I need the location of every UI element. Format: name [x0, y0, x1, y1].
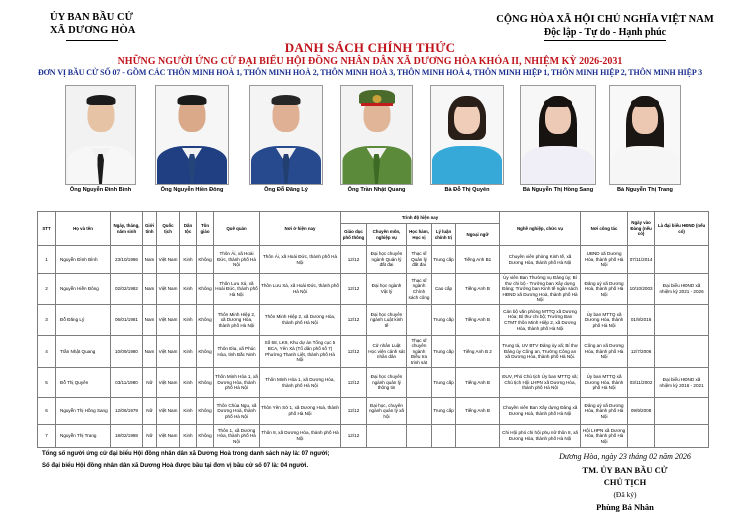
- cell-delegate: Đại biểu HĐND xã nhiệm kỳ 2021 - 2026: [655, 274, 709, 305]
- signature-status: (Đã ký): [613, 490, 637, 499]
- cell-general-edu: 12/12: [341, 274, 367, 305]
- cell-specialty: Đại học ngành Vật lý: [367, 274, 407, 305]
- authority-line2: XÃ DƯƠNG HÒA: [50, 25, 136, 36]
- cell-political: [432, 425, 456, 448]
- cell-specialty: Đại học chuyên ngành Luật kinh tế: [367, 305, 407, 336]
- cell-specialty: Cử nhân Luật Học viện cảnh sát nhân dân: [367, 336, 407, 368]
- header-education-group: Trình độ hiện nay: [341, 212, 500, 224]
- cell-stt: 4: [38, 336, 56, 368]
- cell-name: Trần Nhật Quang: [56, 336, 111, 368]
- candidate-row: [38, 398, 709, 425]
- cell-general-edu: 12/12: [341, 398, 367, 425]
- candidate-row: [38, 425, 709, 448]
- cell-occupation: ĐUV, Phó Chủ tịch Ủy ban MTTQ xã; Chủ tịch Hội LHPN xã Dương Hòa, thành phố Hà Nội: [500, 368, 581, 398]
- candidate-photo-caption: Bà Nguyễn Thị Hồng Sang: [522, 187, 594, 193]
- cell-occupation: Chuyên viên Ban Xây dựng Đảng xã Dương Hoà, thành phố Hà Nội: [500, 398, 581, 425]
- candidate-photo-card: [520, 85, 596, 193]
- header-language: Ngoại ngữ: [456, 224, 500, 246]
- document-title: DANH SÁCH CHÍNH THỨC: [284, 40, 456, 55]
- portrait-image: [65, 85, 136, 185]
- header-occupation: Nghề nghiệp, chức vụ: [500, 212, 581, 246]
- cell-ethnicity: Kinh: [180, 305, 197, 336]
- cell-stt: 1: [38, 246, 56, 274]
- cell-dob: 06/01/1981: [111, 305, 143, 336]
- header-hometown: Quê quán: [214, 212, 260, 246]
- portrait-image: [249, 85, 323, 185]
- cell-political: Cao cấp: [432, 274, 456, 305]
- header-name: Họ và tên: [56, 212, 111, 246]
- header-ethnicity: Dân tộc: [180, 212, 197, 246]
- cell-occupation: Ủy viên Ban Thường vụ Đảng ủy; Bí thư chi bộ - Trưởng ban Xây dựng Đảng; Trưởng ban Kinh tế ngân sách HĐND xã Dương Hoà, thành phố Hà Nội: [500, 274, 581, 305]
- cell-delegate: [655, 246, 709, 274]
- cell-language: Tiếng Anh B: [456, 305, 500, 336]
- cell-dob: 10/09/1980: [111, 336, 143, 368]
- candidate-photo-caption: Bà Nguyễn Thị Trang: [617, 187, 673, 193]
- cell-specialty: Đại học chuyên ngành Quản lý đất đai: [367, 246, 407, 274]
- cell-language: Tiếng Anh B1: [456, 246, 500, 274]
- cell-occupation: Trung tá, UV BTV Đảng ủy xã; Bí thư Đảng ủy Công an, Trưởng Công an xã Dương Hòa, thành phố Hà Nội.: [500, 336, 581, 368]
- cell-workplace: Hội LHPN xã Dương Hòa, thành phố Hà Nội: [581, 425, 628, 448]
- cell-degree: [407, 305, 432, 336]
- cell-residence: Thôn Lưu Xá, xã Hoài Đức, thành phố Hà Nội: [260, 274, 341, 305]
- header-workplace: Nơi công tác: [581, 212, 628, 246]
- candidate-row: [38, 336, 709, 368]
- cell-party-date: 12/7/2006: [628, 336, 655, 368]
- cell-workplace: UBND xã Dương Hòa, thành phố Hà Nội: [581, 246, 628, 274]
- cell-ethnicity: Kinh: [180, 274, 197, 305]
- candidate-photos: [0, 85, 740, 200]
- portrait-image: [340, 85, 413, 185]
- cell-stt: 3: [38, 305, 56, 336]
- country-name: CỘNG HÒA XÃ HỘI CHỦ NGHĨA VIỆT NAM: [496, 14, 714, 25]
- cell-gender: Nữ: [143, 425, 157, 448]
- cell-religion: Không: [197, 246, 214, 274]
- cell-degree: [407, 368, 432, 398]
- cell-religion: Không: [197, 398, 214, 425]
- cell-party-date: 07/11/2014: [628, 246, 655, 274]
- cell-occupation: Cán bộ văn phòng MTTQ xã Dương Hòa; Bí thư chi bộ; Trưởng Ban CTMT thôn Minh Hiệp 2, xã Dương Hòa, thành phố Hà Nội: [500, 305, 581, 336]
- cell-general-edu: 12/12: [341, 368, 367, 398]
- header-stt: STT: [38, 212, 56, 246]
- cell-workplace: Ủy ban MTTQ xã Dương Hòa, thành phố Hà Nội: [581, 368, 628, 398]
- cell-gender: Nữ: [143, 368, 157, 398]
- cell-gender: Nam: [143, 305, 157, 336]
- cell-nationality: Việt Nam: [157, 305, 180, 336]
- signature-role: CHỦ TỊCH: [603, 477, 647, 487]
- cell-residence: Thôn Minh Hiệp 2, xã Dương Hòa, thành phố Hà Nội: [260, 305, 341, 336]
- cell-dob: 03/11/1980: [111, 368, 143, 398]
- cell-ethnicity: Kinh: [180, 246, 197, 274]
- candidate-photo-caption: Ông Nguyễn Đình Bình: [69, 187, 132, 193]
- cell-name: Đỗ Thị Quyên: [56, 368, 111, 398]
- candidate-table: [37, 211, 709, 448]
- cell-gender: Nam: [143, 274, 157, 305]
- cell-nationality: Việt Nam: [157, 368, 180, 398]
- cell-specialty: Đại học, chuyên ngành quản lý xã hội: [367, 398, 407, 425]
- cell-language: [456, 425, 500, 448]
- cell-party-date: 01/9/2016: [628, 305, 655, 336]
- cell-party-date: 10/10/2003: [628, 274, 655, 305]
- cell-stt: 5: [38, 368, 56, 398]
- candidate-photo-card: [340, 85, 413, 193]
- cell-stt: 2: [38, 274, 56, 305]
- issuing-authority: [50, 11, 160, 37]
- cell-religion: Không: [197, 368, 214, 398]
- candidate-photo-caption: Bà Đỗ Thị Quyên: [444, 187, 490, 193]
- header-religion: Tôn giáo: [197, 212, 214, 246]
- cell-general-edu: 12/12: [341, 425, 367, 448]
- national-heading: [470, 13, 740, 41]
- candidate-photo-card: [65, 85, 136, 193]
- cell-delegate: [655, 425, 709, 448]
- cell-hometown: Thôn Ải, xã Hoài Đức, thành phố Hà Nội: [214, 246, 260, 274]
- cell-dob: 12/06/1979: [111, 398, 143, 425]
- cell-residence: Số 58, LK9, Khu dự án Tổng cục 5 BCA, Yên Xá (Tổ dân phố số 7) Phường Thanh Liệt, thành phố Hà Nội: [260, 336, 341, 368]
- candidate-photo-card: [249, 85, 323, 193]
- cell-nationality: Việt Nam: [157, 336, 180, 368]
- cell-nationality: Việt Nam: [157, 274, 180, 305]
- cell-hometown: Thôn Chùa Ngu, xã Dương Hoà, thành phố Hà Nội: [214, 398, 260, 425]
- cell-name: Nguyễn Thị Hồng Sang: [56, 398, 111, 425]
- cell-delegate: [655, 305, 709, 336]
- header-gender: Giới tính: [143, 212, 157, 246]
- cell-political: Trung cấp: [432, 246, 456, 274]
- cell-workplace: Đảng uỷ xã Dương Hòa, thành phố Hà Nội: [581, 398, 628, 425]
- document-subtitle: NHỮNG NGƯỜI ỨNG CỬ ĐẠI BIỂU HỘI ĐỒNG NHÂN DÂN XÃ DƯƠNG HÒA KHÓA II, NHIỆM KỲ 2026-2031: [117, 56, 623, 67]
- cell-religion: Không: [197, 336, 214, 368]
- candidate-photo-card: [609, 85, 681, 193]
- cell-religion: Không: [197, 305, 214, 336]
- national-motto: Độc lập - Tự do - Hạnh phúc: [544, 26, 666, 41]
- header-general-edu: Giáo dục phổ thông: [341, 224, 367, 246]
- cell-language: Tiếng Anh B: [456, 368, 500, 398]
- cell-name: Nguyễn Thị Trang: [56, 425, 111, 448]
- candidate-photo-caption: Ông Đỗ Đăng Lý: [264, 187, 308, 193]
- signature-org: TM. ỦY BAN BẦU CỬ: [582, 465, 668, 475]
- cell-degree: Thạc sĩ ngành Chính sách công: [407, 274, 432, 305]
- total-candidates-note: Tổng số người ứng cử đại biểu Hội đồng nhân dân xã Dương Hoà trong danh sách này là: 07 người;: [42, 451, 330, 457]
- cell-degree: Thạc sĩ chuyên ngành Điều tra trinh sát: [407, 336, 432, 368]
- cell-name: Nguyễn Hiền Đông: [56, 274, 111, 305]
- cell-hometown: Thôn Minh Hòa 1, xã Dương Hòa, thành phố Hà Nội: [214, 368, 260, 398]
- cell-residence: Thôn 8, xã Dương Hòa, thành phố Hà Nội: [260, 425, 341, 448]
- cell-specialty: [367, 425, 407, 448]
- cell-residence: Thôn Ải, xã Hoài Đức, thành phố Hà Nội: [260, 246, 341, 274]
- cell-dob: 02/02/1982: [111, 274, 143, 305]
- cell-workplace: Công an xã Dương Hòa, thành phố Hà Nội: [581, 336, 628, 368]
- candidate-photo-caption: Ông Nguyễn Hiền Đông: [160, 187, 224, 193]
- cell-hometown: Thôn Minh Hiệp 2, xã Dương Hòa, thành phố Hà Nội: [214, 305, 260, 336]
- cell-delegate: Đại biểu HĐND xã nhiệm kỳ 2016 - 2021: [655, 368, 709, 398]
- cell-gender: Nam: [143, 336, 157, 368]
- header-nationality: Quốc tịch: [157, 212, 180, 246]
- candidate-photo-caption: Ông Trần Nhật Quang: [347, 187, 406, 193]
- cell-political: Trung cấp: [432, 305, 456, 336]
- cell-degree: Thạc sĩ Quản lý đất đai: [407, 246, 432, 274]
- portrait-image: [155, 85, 229, 185]
- cell-degree: [407, 425, 432, 448]
- cell-workplace: Đảng uỷ xã Dương Hoà, thành phố Hà Nội: [581, 274, 628, 305]
- portrait-image: [430, 85, 504, 185]
- cell-party-date: 09/9/2008: [628, 398, 655, 425]
- cell-name: Nguyễn Đình Bình: [56, 246, 111, 274]
- cell-ethnicity: Kinh: [180, 336, 197, 368]
- cell-occupation: Chuyên viên phòng Kinh tế, xã Dương Hòa, thành phố Hà Nội: [500, 246, 581, 274]
- cell-gender: Nam: [143, 246, 157, 274]
- cell-gender: Nữ: [143, 398, 157, 425]
- cell-political: Trung cấp: [432, 336, 456, 368]
- cell-hometown: Thôn Đìa, xã Phúc Hòa, tỉnh Bắc Ninh: [214, 336, 260, 368]
- cell-degree: [407, 398, 432, 425]
- electoral-unit: ĐƠN VỊ BẦU CỬ SỐ 07 - GỒM CÁC THÔN MINH HOÀ 1, THÔN MINH HOÀ 2, THÔN MINH HOÀ 3, THÔN MINH HOÀ 4, THÔN MINH HIỆP 1, THÔN MINH HIỆP 2, THÔN MINH HIỆP 3: [37, 68, 702, 77]
- header-delegate: Là đại biểu HĐND (nếu có): [655, 212, 709, 246]
- cell-occupation: Chi Hội phó chi hội phụ nữ thôn 8, xã Dương Hòa, thành phố Hà Nội: [500, 425, 581, 448]
- cell-dob: 18/02/1988: [111, 425, 143, 448]
- portrait-image: [520, 85, 596, 185]
- header-specialty: Chuyên môn, nghiệp vụ: [367, 224, 407, 246]
- candidate-row: [38, 368, 709, 398]
- cell-religion: Không: [197, 274, 214, 305]
- candidate-photo-card: [430, 85, 504, 193]
- cell-political: Trung cấp: [432, 368, 456, 398]
- cell-nationality: Việt Nam: [157, 425, 180, 448]
- cell-stt: 6: [38, 398, 56, 425]
- cell-delegate: [655, 398, 709, 425]
- cell-hometown: Thôn Lưu Xá, xã Hoài Đức, thành phố Hà Nội: [214, 274, 260, 305]
- header-party-date: Ngày vào Đảng (nếu có): [628, 212, 655, 246]
- cell-name: Đỗ Đăng Lý: [56, 305, 111, 336]
- cell-stt: 7: [38, 425, 56, 448]
- candidate-row: [38, 305, 709, 336]
- cell-religion: Không: [197, 425, 214, 448]
- cell-dob: 23/10/1986: [111, 246, 143, 274]
- signer-name: Phùng Bá Nhân: [596, 502, 654, 512]
- cell-ethnicity: Kinh: [180, 398, 197, 425]
- cell-language: Tiếng Anh B: [456, 274, 500, 305]
- portrait-image: [609, 85, 681, 185]
- cell-nationality: Việt Nam: [157, 246, 180, 274]
- candidate-row: [38, 274, 709, 305]
- cell-workplace: Ủy ban MTTQ xã Dương Hòa, thành phố Hà Nội: [581, 305, 628, 336]
- header-residence: Nơi ở hiện nay: [260, 212, 341, 246]
- cell-general-edu: 12/12: [341, 246, 367, 274]
- cell-party-date: [628, 425, 655, 448]
- cell-political: Trung cấp: [432, 398, 456, 425]
- cell-language: Tiếng Anh B 2: [456, 336, 500, 368]
- candidate-row: [38, 246, 709, 274]
- header-degree: Học hàm, Học vị: [407, 224, 432, 246]
- cell-party-date: 03/11/2002: [628, 368, 655, 398]
- cell-language: Tiếng Anh B: [456, 398, 500, 425]
- seats-note: Số đại biểu Hội đồng nhân dân xã Dương Hoà được bầu tại đơn vị bầu cử số 07 là: 04 người.: [42, 463, 309, 469]
- header-political: Lý luận chính trị: [432, 224, 456, 246]
- cell-delegate: [655, 336, 709, 368]
- cell-residence: Thôn Yên Sở 1, xã Dương Hoà, thành phố Hà Nội: [260, 398, 341, 425]
- authority-line1: ỦY BAN BẦU CỬ: [50, 12, 133, 23]
- candidate-photo-card: [155, 85, 229, 193]
- cell-ethnicity: Kinh: [180, 425, 197, 448]
- cell-hometown: Thôn 1, xã Dương Hòa, thành phố Hà Nội: [214, 425, 260, 448]
- cell-general-edu: 12/12: [341, 336, 367, 368]
- cell-residence: Thôn Minh Hòa 1, xã Dương Hòa, thành phố Hà Nội: [260, 368, 341, 398]
- cell-ethnicity: Kinh: [180, 368, 197, 398]
- cell-general-edu: 12/12: [341, 305, 367, 336]
- cell-specialty: Đại học chuyên ngành quản lý thông tin: [367, 368, 407, 398]
- header-dob: Ngày, tháng, năm sinh: [111, 212, 143, 246]
- cell-nationality: Việt Nam: [157, 398, 180, 425]
- signature-date: Dương Hòa, ngày 23 tháng 02 năm 2026: [559, 452, 691, 461]
